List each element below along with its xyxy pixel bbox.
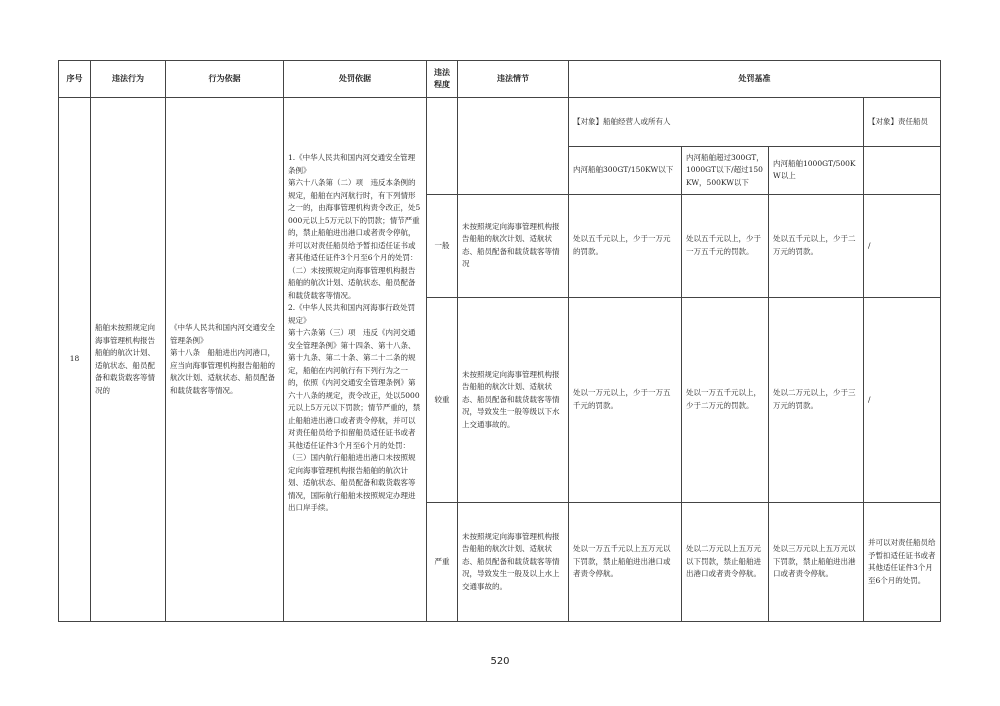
penalty-severe-medium: 处以二万元以上五万元以下罚款，禁止船舶进出港口或者责令停航。 — [682, 503, 769, 622]
header-degree: 违法 程度 — [427, 61, 458, 98]
circumstance-serious: 未按照规定向海事管理机构报告船舶的航次计划、适航状态、船员配备和载货载客等情况，导致发生一般等级以下水上交通事故的。 — [458, 297, 569, 502]
circumstance-general: 未按照规定向海事管理机构报告船舶的航次计划、适航状态、船员配备和载货载客等情况 — [458, 194, 569, 297]
penalty-severe-small: 处以一万五千元以上五万元以下罚款，禁止船舶进出港口或者责令停航。 — [569, 503, 682, 622]
penalty-general-small: 处以五千元以上，少于一万元的罚款。 — [569, 194, 682, 297]
penalty-serious-medium: 处以一万五千元以上，少于二万元的罚款。 — [682, 297, 769, 502]
header-penalty-basis: 处罚依据 — [284, 61, 427, 98]
penalty-severe-crew: 并可以对责任船员给予暂扣适任证书或者其他适任证件3个月至6个月的处罚。 — [864, 503, 941, 622]
header-circumstance: 违法情节 — [458, 61, 569, 98]
object-owner: 【对象】船舶经营人或所有人 — [569, 98, 864, 146]
header-standard: 处罚基准 — [569, 61, 941, 98]
circumstance-empty-cell — [458, 98, 569, 195]
degree-severe: 严重 — [427, 503, 458, 622]
object-crew: 【对象】责任船员 — [864, 98, 941, 146]
page-number: 520 — [490, 656, 510, 667]
penalty-basis: 1.《中华人民共和国内河交通安全管理条例》 第六十八条第（二）项 违反本条例的规定，船舶在内河航行时，有下列情形之一的，由海事管理机构责令改正，处5000元以上5万元以下的罚款；情节严重的，禁止船舶进出港口或者责令停航，并可以对责任船员给予暂扣适任证书或者其他适任证件3个月至6个月的处罚：（二）未按照规定向海事管理机构报告船舶的航次计划、适航状态、船员配备和载货载客等情况。 2.《中华人民共和国内河海事行政处罚规定》 第十六条第（三）项 违反《内河交通安全管理条例》第十四条、第十八条、第十九条、第二十条、第二十二条的规定，船舶在内河航行有下列行为之一的，依照《内河交通安全管理条例》第六十八条的规定，责令改正，处以5000元以上5万元以下罚款；情节严重的，禁止船舶进出港口或者责令停航，并可以对责任船员给予扣留船员适任证书或者其他适任证件3个月至6个月的处罚： （三）国内航行船舶进出港口未按照规定向海事管理机构报告船舶的航次计划、适航状态、船员配备和载货载客等情况，国际航行船舶未按照规定办理进出口岸手续。 — [284, 98, 427, 622]
threshold-medium: 内河船舶超过300GT，1000GT以下/超过150KW，500KW以下 — [682, 146, 769, 194]
penalty-serious-large: 处以二万元以上，少于三万元的罚款。 — [769, 297, 864, 502]
violation-act: 船舶未按照规定向海事管理机构报告船舶的航次计划、适航状态、船员配备和载货载客等情况的 — [91, 98, 166, 622]
penalty-severe-large: 处以三万元以上五万元以下罚款，禁止船舶进出港口或者责令停航。 — [769, 503, 864, 622]
circumstance-severe: 未按照规定向海事管理机构报告船舶的航次计划、适航状态、船员配备和载货载客等情况，导致发生一般及以上水上交通事故的。 — [458, 503, 569, 622]
penalty-general-large: 处以五千元以上，少于二万元的罚款。 — [769, 194, 864, 297]
threshold-small: 内河船舶300GT/150KW以下 — [569, 146, 682, 194]
header-basis: 行为依据 — [166, 61, 284, 98]
behavior-basis: 《中华人民共和国内河交通安全管理条例》 第十八条 船舶进出内河港口，应当向海事管理机构报告船舶的航次计划、适航状态、船员配备和载货载客等情况。 — [166, 98, 284, 622]
penalty-standard-table — [58, 60, 941, 622]
threshold-crew-empty — [864, 146, 941, 194]
degree-serious: 较重 — [427, 297, 458, 502]
row-number: 18 — [59, 98, 91, 622]
penalty-serious-crew: / — [864, 297, 941, 502]
penalty-general-medium: 处以五千元以上，少于一万五千元的罚款。 — [682, 194, 769, 297]
object-row — [59, 98, 941, 146]
header-row — [59, 61, 941, 98]
threshold-large: 内河船舶1000GT/500KW以上 — [769, 146, 864, 194]
penalty-general-crew: / — [864, 194, 941, 297]
header-no: 序号 — [59, 61, 91, 98]
header-act: 违法行为 — [91, 61, 166, 98]
penalty-serious-small: 处以一万元以上，少于一万五千元的罚款。 — [569, 297, 682, 502]
degree-general: 一般 — [427, 194, 458, 297]
degree-empty-cell — [427, 98, 458, 195]
